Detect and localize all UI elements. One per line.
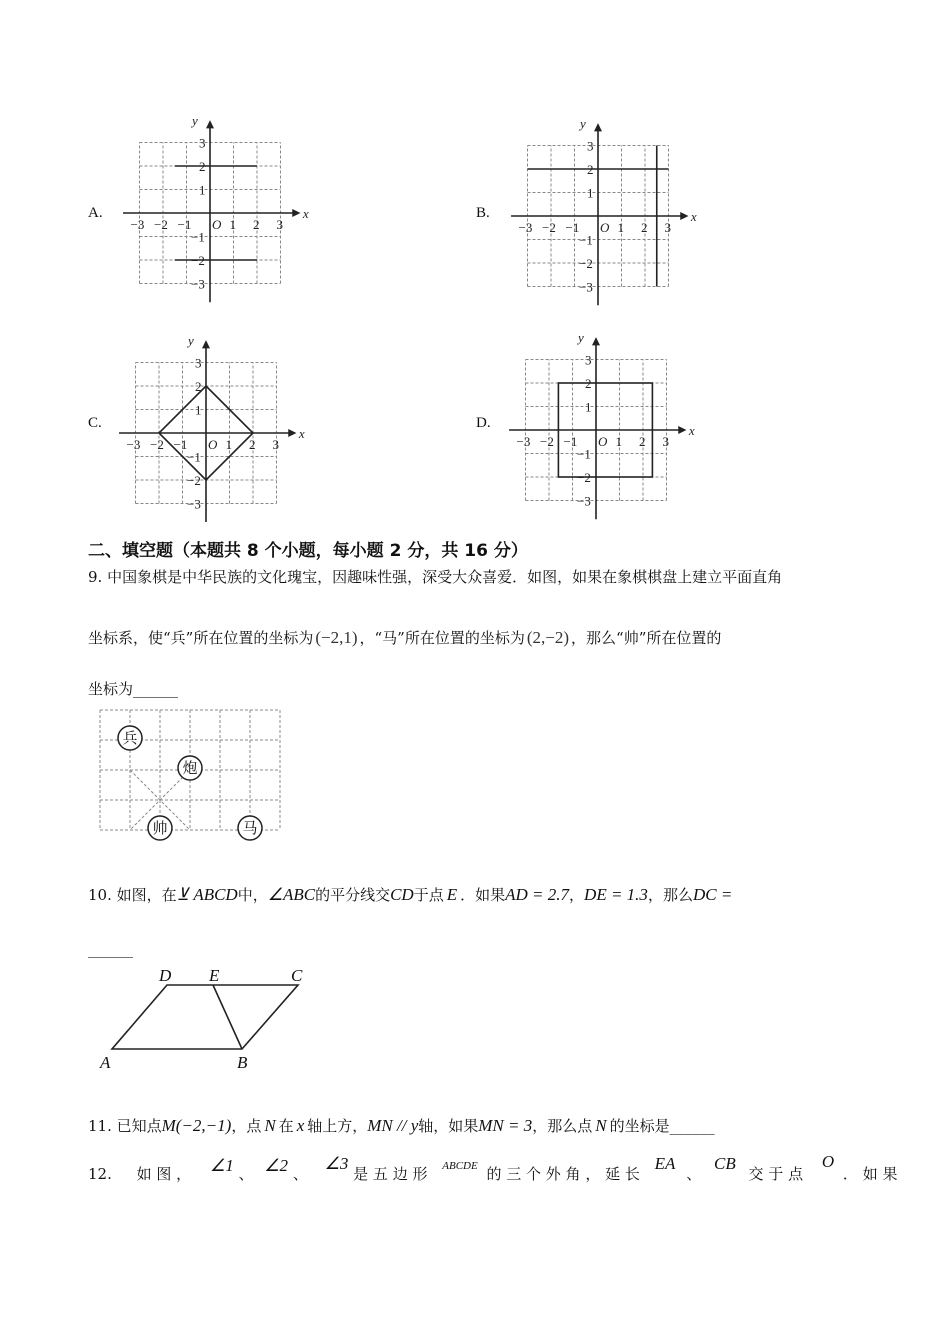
y-tick-label: −1 [577,446,591,462]
x-tick-label: 2 [249,437,256,452]
y-axis-arrow-icon [594,123,602,131]
x-axis-arrow-icon [288,429,296,437]
q11-text-6: ，那么点 [532,1117,593,1135]
q12-number: 12. [88,1165,112,1183]
x-tick-label: 3 [276,217,283,232]
q12-text-1: 如 图 ， [136,1165,192,1183]
q11-line [88,1115,715,1137]
q12-sep-2: 、 [292,1165,308,1183]
piece-shuai [148,816,172,840]
y-tick-label: −2 [187,473,201,488]
y-tick-label: −3 [579,279,593,295]
option-d-graph [506,322,706,522]
x-axis-arrow-icon [680,212,688,220]
q11-point-m: M(−2,−1) [161,1116,232,1135]
origin-label: O [212,217,222,232]
q10-parallelogram: ⊻ ABCD [176,885,238,904]
y-tick-label: −1 [191,229,205,245]
label-b: B [237,1053,248,1072]
q12-line [88,1152,898,1203]
y-axis-name: y [188,332,194,348]
x-axis-name: x [690,209,697,224]
q12-sep-3: 、 [686,1165,702,1183]
q10-text-2: 中， [237,886,268,904]
x-tick-label: −2 [540,434,554,449]
option-d-label: D. [476,415,491,431]
piece-pao-label: 炮 [182,759,198,777]
q9-coord-bing: (−2,1) [315,628,358,647]
q10-segment: CD [390,885,414,904]
q12-point-o: O [821,1152,835,1171]
x-tick-label: −3 [126,437,141,452]
q9-line3: 坐标为______ [88,680,179,698]
q9-coord-ma: (2,−2) [526,628,570,647]
y-tick-label: 2 [587,162,594,177]
y-tick-label: −1 [187,449,201,465]
y-tick-label: −3 [187,496,201,512]
q12-sep-1: 、 [238,1165,254,1183]
option-c-label: C. [88,415,102,431]
q10-point: E [446,885,458,904]
q11-text-5: 轴，如果 [418,1117,479,1135]
q12-text-3: 的 三 个 外 角 ， 延 长 [486,1165,640,1183]
y-tick-label: 1 [199,182,206,198]
option-b-graph [506,112,706,312]
x-axis-name: x [298,426,305,441]
q11-mn-parallel: MN // y [367,1116,419,1135]
q11-text-2: ，点 [231,1117,262,1135]
section-title: 二、填空题（本题共 8 个小题，每小题 2 分，共 16 分） [88,541,528,561]
x-tick-label: −2 [154,217,168,232]
piece-pao [178,756,202,780]
y-tick-label: 3 [199,135,206,151]
y-tick-label: −3 [577,493,591,509]
x-tick-label: −1 [173,437,188,452]
option-a-label: A. [88,205,103,221]
q10-comma: ， [569,886,585,904]
x-tick-label: 3 [272,437,279,452]
y-tick-label: 2 [195,379,202,394]
y-tick-label: 2 [585,376,592,391]
q10-text-4: 于点 [413,886,444,904]
parallelogram-figure [95,960,325,1075]
q10-text-1: 10. 如图，在 [88,886,177,904]
piece-bing [118,726,142,750]
x-tick-label: −3 [516,434,531,449]
y-tick-label: −3 [191,276,205,292]
y-tick-label: 1 [195,402,202,418]
piece-shuai-label: 帅 [152,819,168,837]
q12-pentagon: ABCDE [442,1160,478,1172]
label-a: A [100,1053,111,1072]
q11-text-1: 11. 已知点 [88,1117,162,1135]
q9-text-b: ，“马”所在位置的坐标为 [359,629,525,647]
q9-text-c: ，那么“帅”所在位置的 [571,629,722,647]
bisector-be [213,985,242,1049]
q9-text-a: 坐标系，使“兵”所在位置的坐标为 [88,629,314,647]
q11-point-n: N [264,1116,276,1135]
q12-angle-1: ∠1 [209,1156,234,1175]
y-tick-label: −2 [577,470,591,485]
origin-label: O [600,220,610,235]
x-axis-arrow-icon [292,209,300,217]
label-e: E [209,966,220,985]
y-tick-label: 1 [587,185,594,201]
y-tick-label: 1 [585,399,592,415]
q9-line2 [88,627,721,649]
x-tick-label: 3 [662,434,669,449]
q12-ray-cb: CB [714,1154,736,1173]
q10-line1 [88,884,732,906]
x-tick-label: −2 [150,437,164,452]
q12-angle-2: ∠2 [264,1156,289,1175]
q10-text-6: ，那么 [647,886,693,904]
q12-text-2: 是 五 边 形 [353,1165,428,1183]
y-tick-label: 2 [199,159,206,174]
q12-text-4: 交 于 点 [748,1165,804,1183]
x-tick-label: 1 [617,220,624,235]
y-tick-label: 3 [195,355,202,371]
y-tick-label: −2 [191,253,205,268]
x-axis-arrow-icon [678,426,686,434]
piece-bing-label: 兵 [122,729,138,747]
option-c-graph [118,322,318,522]
parallelogram-abcd [112,985,298,1049]
option-b-label: B. [476,205,490,221]
x-tick-label: −1 [177,217,192,232]
y-axis-arrow-icon [206,120,214,128]
q9-line1: 9. 中国象棋是中华民族的文化瑰宝，因趣味性强，深受大众喜爱．如图，如果在象棋棋盘上建立平面直角 [88,568,783,586]
q12-ray-ea: EA [654,1154,676,1173]
y-axis-arrow-icon [202,340,210,348]
x-tick-label: −3 [130,217,145,232]
y-tick-label: −2 [579,256,593,271]
q11-point-n2: N [595,1116,607,1135]
x-tick-label: −3 [518,220,533,235]
y-tick-label: 3 [585,352,592,368]
label-c: C [291,966,303,985]
x-tick-label: 2 [253,217,260,232]
q10-angle: ∠ABC [267,885,316,904]
q10-dc: DC = [692,885,733,904]
q11-x: x [296,1116,305,1135]
q10-text-5: ．如果 [460,886,506,904]
q12-text-5: ． 如 果 [842,1165,898,1183]
x-tick-label: −1 [565,220,580,235]
q10-blank: ______ [88,940,133,958]
q11-mn-length: MN = 3 [478,1116,533,1135]
q10-de: DE = 1.3 [584,885,648,904]
q11-text-4: 轴上方， [307,1117,368,1135]
x-tick-label: 1 [229,217,236,232]
y-tick-label: 3 [587,138,594,154]
piece-ma-label: 马 [242,819,258,837]
x-tick-label: 2 [639,434,646,449]
label-d: D [159,966,172,985]
x-tick-label: −1 [563,434,578,449]
chess-board-figure [90,700,290,845]
y-axis-arrow-icon [592,337,600,345]
piece-ma [238,816,262,840]
x-tick-label: 1 [225,437,232,452]
q11-text-3: 在 [278,1117,294,1135]
origin-label: O [598,434,608,449]
x-tick-label: −2 [542,220,556,235]
q11-text-7: 的坐标是______ [609,1117,715,1135]
x-axis-name: x [302,206,309,221]
x-axis-name: x [688,423,695,438]
y-tick-label: −1 [579,232,593,248]
y-axis-name: y [192,112,198,128]
q10-text-3: 的平分线交 [315,886,391,904]
y-axis-name: y [578,329,584,345]
x-tick-label: 3 [664,220,671,235]
x-tick-label: 1 [615,434,622,449]
origin-label: O [208,437,218,452]
q12-angle-3: ∠3 [324,1154,349,1173]
q10-ad: AD = 2.7 [505,885,570,904]
x-tick-label: 2 [641,220,648,235]
option-a-graph [118,112,318,312]
y-axis-name: y [580,115,586,131]
